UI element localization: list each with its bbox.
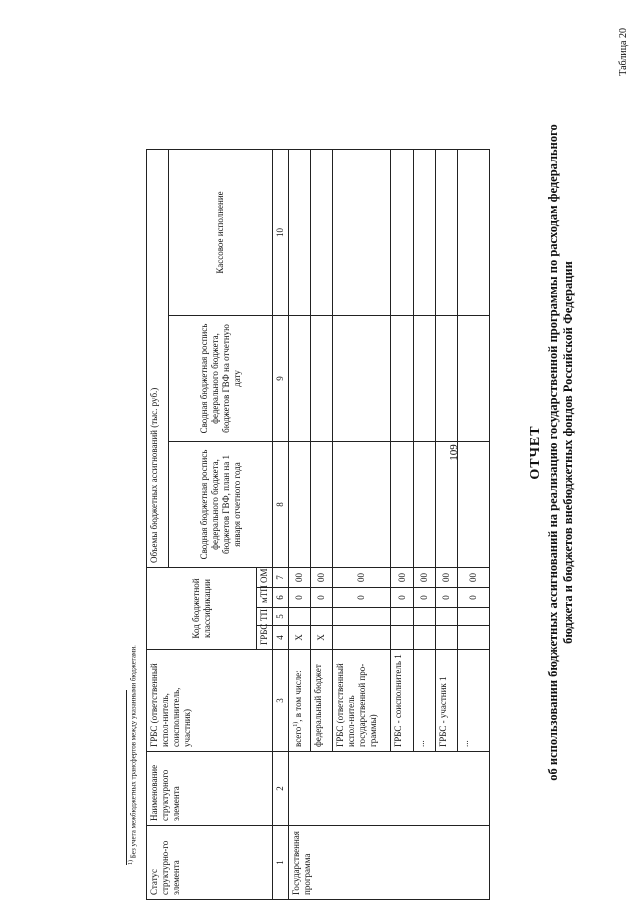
code-om-cell: 00 bbox=[311, 567, 333, 587]
footnote-mark: 1) bbox=[293, 721, 299, 727]
col-number: 2 bbox=[273, 752, 289, 826]
header-name: Наименование структурного элемента bbox=[147, 752, 273, 826]
title-line-2: об использовании бюджетных ассигнований на реализацию государственной программы по расходам федерального bbox=[546, 124, 560, 781]
code-mtp-cell: 0 bbox=[333, 588, 391, 608]
col-number: 6 bbox=[273, 588, 289, 608]
code-grbs-cell bbox=[458, 626, 490, 650]
code-mtp-cell: 0 bbox=[311, 588, 333, 608]
code-grbs-cell bbox=[333, 626, 391, 650]
code-om-cell: 00 bbox=[458, 567, 490, 587]
code-om-cell: 00 bbox=[391, 567, 414, 587]
vol-current-cell bbox=[391, 315, 414, 441]
code-grbs-cell: Х bbox=[289, 626, 311, 650]
code-grbs-cell bbox=[436, 626, 458, 650]
vol-plan-cell bbox=[311, 441, 333, 567]
vol-current-cell bbox=[311, 315, 333, 441]
code-mtp-cell: 0 bbox=[436, 588, 458, 608]
header-code-group: Код бюджетной классификации bbox=[147, 567, 257, 649]
code-tp-cell bbox=[289, 608, 311, 626]
vol-current-cell bbox=[458, 315, 490, 441]
code-grbs-cell bbox=[391, 626, 414, 650]
code-tp-cell bbox=[333, 608, 391, 626]
col-number: 4 bbox=[273, 626, 289, 650]
grbs-cell: федеральный бюджет bbox=[311, 650, 333, 752]
header-grbs: ГРБС (ответственный испол-нитель, соисполнитель, участник) bbox=[147, 650, 273, 752]
code-tp-cell bbox=[436, 608, 458, 626]
footnote-text: Без учета межбюджетных трансфертов между указанными бюджетами. bbox=[129, 645, 138, 860]
report-title bbox=[528, 0, 576, 905]
code-om-cell: 00 bbox=[414, 567, 436, 587]
code-mtp-cell: 0 bbox=[458, 588, 490, 608]
header-code-mtp: мТП bbox=[257, 588, 273, 608]
header-volumes-group: Объемы бюджетных ассигнований (тыс. руб.) bbox=[147, 149, 169, 567]
grbs-text-rest: , в том числе: bbox=[293, 670, 303, 722]
footnote bbox=[128, 645, 137, 865]
code-om-cell: 00 bbox=[436, 567, 458, 587]
grbs-cell: ... bbox=[458, 650, 490, 752]
code-om-cell: 00 bbox=[333, 567, 391, 587]
vol-cash-cell bbox=[458, 149, 490, 315]
header-code-grbs: ГРБС bbox=[257, 626, 273, 650]
title-line-1: ОТЧЕТ bbox=[528, 425, 543, 480]
code-mtp-cell: 0 bbox=[289, 588, 311, 608]
page-number: 109 bbox=[448, 444, 460, 461]
col-number: 8 bbox=[273, 441, 289, 567]
vol-current-cell bbox=[289, 315, 311, 441]
col-number: 7 bbox=[273, 567, 289, 587]
vol-current-cell bbox=[414, 315, 436, 441]
col-number: 3 bbox=[273, 650, 289, 752]
vol-plan-cell bbox=[289, 441, 311, 567]
vol-plan-cell bbox=[458, 441, 490, 567]
col-number: 1 bbox=[273, 826, 289, 900]
grbs-cell: ГРБС - соисполнитель 1 bbox=[391, 650, 414, 752]
vol-plan-cell bbox=[391, 441, 414, 567]
table-row bbox=[289, 149, 311, 899]
vol-current-cell bbox=[436, 315, 458, 441]
code-grbs-cell: Х bbox=[311, 626, 333, 650]
header-code-tp: ТП bbox=[257, 608, 273, 626]
column-numbers-row bbox=[273, 149, 289, 899]
vol-plan-cell bbox=[333, 441, 391, 567]
grbs-text: всего bbox=[293, 726, 303, 747]
vol-plan-cell bbox=[436, 441, 458, 567]
header-code-om: ОМ bbox=[257, 567, 273, 587]
grbs-cell: ... bbox=[414, 650, 436, 752]
table-number: Таблица 20 bbox=[618, 28, 629, 76]
code-tp-cell bbox=[414, 608, 436, 626]
col-number: 5 bbox=[273, 608, 289, 626]
header-vol-cash: Кассовое исполнение bbox=[169, 149, 273, 315]
header-status: Статус структурно-го элемента bbox=[147, 826, 273, 900]
vol-cash-cell bbox=[333, 149, 391, 315]
status-cell: Государственная программа bbox=[289, 826, 490, 900]
col-number: 9 bbox=[273, 315, 289, 441]
code-tp-cell bbox=[458, 608, 490, 626]
code-grbs-cell bbox=[414, 626, 436, 650]
col-number: 10 bbox=[273, 149, 289, 315]
code-mtp-cell: 0 bbox=[391, 588, 414, 608]
footnote-mark: 1) bbox=[128, 860, 134, 865]
grbs-cell: ГРБС - участник 1 bbox=[436, 650, 458, 752]
code-tp-cell bbox=[391, 608, 414, 626]
vol-cash-cell bbox=[414, 149, 436, 315]
header-vol-current: Сводная бюджетная роспись федерального бюджета, бюджетов ГВФ на отчетную дату bbox=[169, 315, 273, 441]
code-tp-cell bbox=[311, 608, 333, 626]
vol-plan-cell bbox=[414, 441, 436, 567]
vol-cash-cell bbox=[311, 149, 333, 315]
header-vol-plan: Сводная бюджетная роспись федерального бюджета, бюджетов ГВФ, план на 1 января отчетного года bbox=[169, 441, 273, 567]
grbs-cell: ГРБС (ответственный испол-нитель государственной про-граммы) bbox=[333, 650, 391, 752]
vol-cash-cell bbox=[436, 149, 458, 315]
code-om-cell: 00 bbox=[289, 567, 311, 587]
grbs-cell bbox=[289, 650, 311, 752]
report-table bbox=[146, 149, 490, 900]
code-mtp-cell: 0 bbox=[414, 588, 436, 608]
name-cell bbox=[289, 752, 490, 826]
vol-current-cell bbox=[333, 315, 391, 441]
title-line-3: бюджета и бюджетов внебюджетных фондов Российской Федерации bbox=[561, 261, 575, 644]
vol-cash-cell bbox=[289, 149, 311, 315]
footnote-divider bbox=[126, 690, 127, 865]
header-row-1 bbox=[147, 149, 169, 899]
vol-cash-cell bbox=[391, 149, 414, 315]
